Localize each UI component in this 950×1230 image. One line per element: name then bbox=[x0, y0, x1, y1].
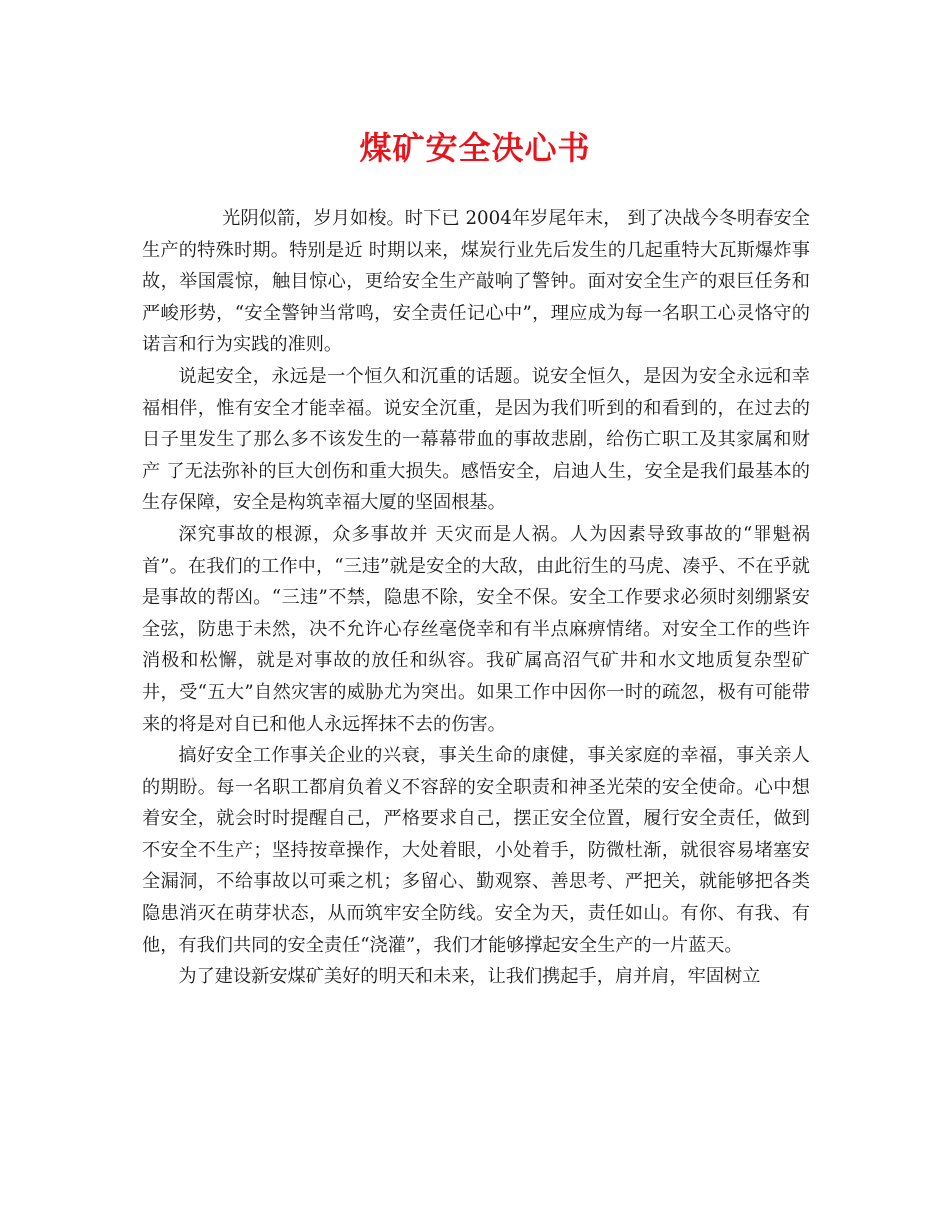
document-body bbox=[142, 203, 810, 993]
paragraph-5: 为了建设新安煤矿美好的明天和未来，让我们携起手，肩并肩，牢固树立 bbox=[178, 966, 761, 988]
document-title: 煤矿安全决心书 bbox=[359, 129, 591, 167]
paragraph-1: 光阴似箭，岁月如梭。时下已 2004年岁尾年末， 到了决战今冬明春安全生产的特殊时期。特别是近 时期以来，煤炭行业先后发生的几起重特大瓦斯爆炸事故，举国震惊，触目惊心，更给安全生产敲响了警钟。面对安全生产的艰巨任务和严峻形势，“安全警钟当常鸣，安全责任记心中”，理应成为每一名职工心灵恪守的诺言和行为实践的准则。 bbox=[142, 208, 810, 356]
paragraph-4: 搞好安全工作事关企业的兴衰，事关生命的康健，事关家庭的幸福，事关亲人的期盼。每一名职工都肩负着义不容辞的安全职责和神圣光荣的安全使命。心中想着安全，就会时时提醒自己，严格要求自己，摆正安全位置，履行安全责任，做到不安全不生产；坚持按章操作，大处着眼，小处着手，防微杜渐，就很容易堵塞安全漏洞，不给事故以可乘之机；多留心、勤观察、善思考、严把关，就能够把各类隐患消灭在萌芽状态，从而筑牢安全防线。安全为天，责任如山。有你、有我、有他，有我们共同的安全责任“浇灌”，我们才能够撑起安全生产的一片蓝天。 bbox=[142, 745, 810, 956]
paragraph-3: 深究事故的根源，众多事故并 天灾而是人祸。人为因素导致事故的“罪魁祸首”。在我们的工作中，“三违”就是安全的大敌，由此衍生的马虎、凑乎、不在乎就是事故的帮凶。“三违”不禁，隐患不除，安全不保。安全工作要求必须时刻绷紧安全弦，防患于未然，决不允许心存丝毫侥幸和有半点麻痹情绪。对安全工作的些许消极和松懈，就是对事故的放任和纵容。我矿属高沼气矿井和水文地质复杂型矿井，受“五大”自然灾害的威胁尤为突出。如果工作中因你一时的疏忽，极有可能带来的将是对自已和他人永远挥抹不去的伤害。 bbox=[142, 523, 810, 735]
paragraph-2: 说起安全，永远是一个恒久和沉重的话题。说安全恒久，是因为安全永远和幸福相伴，惟有安全才能幸福。说安全沉重，是因为我们听到的和看到的，在过去的日子里发生了那么多不该发生的一幕幕带血的事故悲剧，给伤亡职工及其家属和财产 了无法弥补的巨大创伤和重大损失。感悟安全，启迪人生，安全是我们最基本的生存保障，安全是构筑幸福大厦的坚固根基。 bbox=[142, 365, 810, 514]
